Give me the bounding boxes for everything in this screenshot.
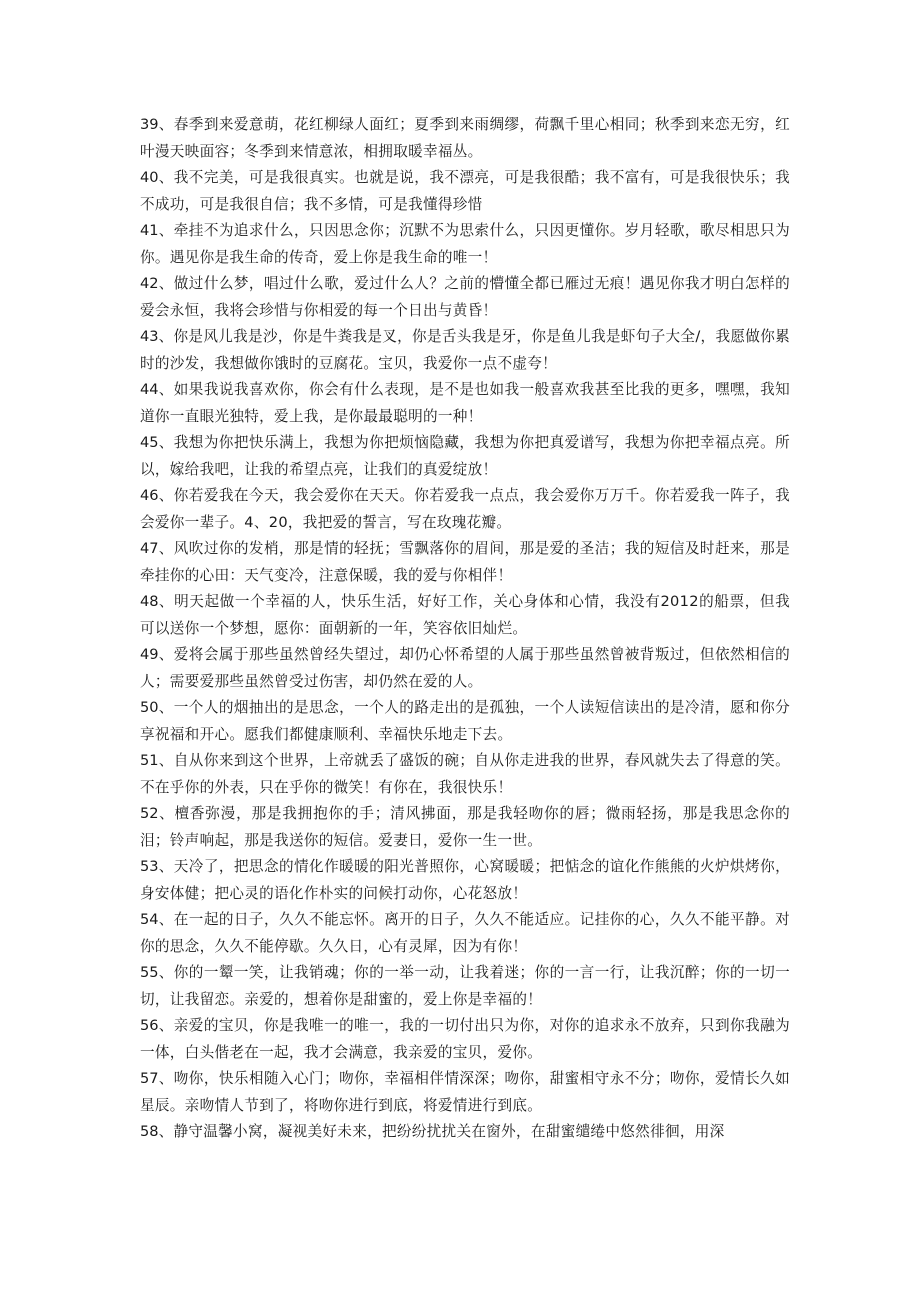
paragraph-45	[140, 430, 790, 483]
paragraph-number: 44	[140, 381, 159, 398]
paragraph-text: 、檀香弥漫，那是我拥抱你的手；清风拂面，那是我轻吻你的唇；微雨轻扬，那是我思念你的泪；铃声响起，那是我送你的短信。爱妻日，爱你一生一世。	[140, 805, 790, 849]
paragraph-text: 、你的一颦一笑，让我销魂；你的一举一动，让我着迷；你的一言一行，让我沉醉；你的一切一切，让我留恋。亲爱的，想着你是甜蜜的，爱上你是幸福的！	[140, 964, 790, 1008]
paragraph-46	[140, 483, 790, 536]
paragraph-text: 、亲爱的宝贝，你是我唯一的唯一，我的一切付出只为你，对你的追求永不放弃，只到你我融为一体，白头偕老在一起，我才会满意，我亲爱的宝贝，爱你。	[140, 1017, 790, 1061]
paragraph-number: 55	[140, 964, 159, 981]
paragraph-number: 57	[140, 1070, 159, 1087]
paragraph-number: 46	[140, 487, 159, 504]
paragraph-text: 、你是风儿我是沙，你是牛粪我是叉，你是舌头我是牙，你是鱼儿我是虾句子大全/，我愿做你累时的沙发，我想做你饿时的豆腐花。宝贝，我爱你一点不虚夸！	[140, 328, 790, 372]
paragraph-48	[140, 589, 790, 642]
paragraph-43	[140, 324, 790, 377]
paragraph-number: 47	[140, 540, 159, 557]
paragraph-50	[140, 695, 790, 748]
paragraph-49	[140, 642, 790, 695]
paragraph-number: 54	[140, 911, 159, 928]
paragraph-54	[140, 907, 790, 960]
paragraph-text: 、一个人的烟抽出的是思念，一个人的路走出的是孤独，一个人读短信读出的是冷清，愿和你分享祝福和开心。愿我们都健康顺利、幸福快乐地走下去。	[140, 699, 790, 743]
paragraph-55	[140, 960, 790, 1013]
paragraph-text: 、春季到来爱意萌，花红柳绿人面红；夏季到来雨绸缪，荷飘千里心相同；秋季到来恋无穷，红叶漫天映面容；冬季到来情意浓，相拥取暖幸福丛。	[140, 116, 790, 160]
document-body	[140, 112, 790, 1146]
paragraph-number: 53	[140, 858, 159, 875]
paragraph-text: 、在一起的日子，久久不能忘怀。离开的日子，久久不能适应。记挂你的心，久久不能平静。对你的思念，久久不能停歇。久久日，心有灵犀，因为有你！	[140, 911, 790, 955]
paragraph-number: 48	[140, 593, 159, 610]
paragraph-number: 56	[140, 1017, 159, 1034]
paragraph-number: 43	[140, 328, 159, 345]
paragraph-number: 49	[140, 646, 159, 663]
paragraph-41	[140, 218, 790, 271]
paragraph-text: 、如果我说我喜欢你，你会有什么表现，是不是也如我一般喜欢我甚至比我的更多，嘿嘿，我知道你一直眼光独特，爱上我，是你最最聪明的一种！	[140, 381, 790, 425]
paragraph-47	[140, 536, 790, 589]
paragraph-text: 、天冷了，把思念的情化作暖暖的阳光普照你，心窝暖暖；把惦念的谊化作熊熊的火炉烘烤你，身安体健；把心灵的语化作朴实的问候打动你，心花怒放！	[140, 858, 790, 902]
paragraph-text: 、做过什么梦，唱过什么歌，爱过什么人？之前的懵懂全都已雁过无痕！遇见你我才明白怎样的爱会永恒，我将会珍惜与你相爱的每一个日出与黄昏！	[140, 275, 790, 319]
paragraph-number: 50	[140, 699, 159, 716]
paragraph-number: 39	[140, 116, 159, 133]
paragraph-39	[140, 112, 790, 165]
paragraph-text: 、我不完美，可是我很真实。也就是说，我不漂亮，可是我很酷；我不富有，可是我很快乐；我不成功，可是我很自信；我不多情，可是我懂得珍惜	[140, 169, 790, 213]
paragraph-text: 、牵挂不为追求什么，只因思念你；沉默不为思索什么，只因更懂你。岁月轻歌，歌尽相思只为你。遇见你是我生命的传奇，爱上你是我生命的唯一！	[140, 222, 790, 266]
paragraph-text: 、你若爱我在今天，我会爱你在天天。你若爱我一点点，我会爱你万万千。你若爱我一阵子，我会爱你一辈子。4、20，我把爱的誓言，写在玫瑰花瓣。	[140, 487, 790, 531]
paragraph-44	[140, 377, 790, 430]
paragraph-40	[140, 165, 790, 218]
paragraph-42	[140, 271, 790, 324]
paragraph-56	[140, 1013, 790, 1066]
paragraph-text: 、静守温馨小窝，凝视美好未来，把纷纷扰扰关在窗外，在甜蜜缱绻中悠然徘徊，用深	[158, 1123, 725, 1140]
paragraph-text: 、我想为你把快乐满上，我想为你把烦恼隐藏，我想为你把真爱谱写，我想为你把幸福点亮。所以，嫁给我吧，让我的希望点亮，让我们的真爱绽放！	[140, 434, 790, 478]
paragraph-text: 、风吹过你的发梢，那是情的轻抚；雪飘落你的眉间，那是爱的圣洁；我的短信及时赶来，那是牵挂你的心田：天气变冷，注意保暖，我的爱与你相伴！	[140, 540, 790, 584]
paragraph-text: 、自从你来到这个世界，上帝就丢了盛饭的碗；自从你走进我的世界，春风就失去了得意的笑。不在乎你的外表，只在乎你的微笑！有你在，我很快乐！	[140, 752, 790, 796]
paragraph-51	[140, 748, 790, 801]
paragraph-57	[140, 1066, 790, 1119]
paragraph-number: 40	[140, 169, 159, 186]
paragraph-number: 52	[140, 805, 159, 822]
paragraph-text: 、爱将会属于那些虽然曾经失望过，却仍心怀希望的人属于那些虽然曾被背叛过，但依然相信的人；需要爱那些虽然曾受过伤害，却仍然在爱的人。	[140, 646, 790, 690]
paragraph-58	[140, 1119, 790, 1146]
paragraph-number: 51	[140, 752, 159, 769]
paragraph-text: 、明天起做一个幸福的人，快乐生活，好好工作，关心身体和心情，我没有2012的船票，但我可以送你一个梦想，愿你：面朝新的一年，笑容依旧灿烂。	[140, 593, 790, 637]
paragraph-number: 58	[140, 1123, 159, 1140]
paragraph-text: 、吻你，快乐相随入心门；吻你，幸福相伴情深深；吻你，甜蜜相守永不分；吻你，爱情长久如星辰。亲吻情人节到了，将吻你进行到底，将爱情进行到底。	[140, 1070, 790, 1114]
paragraph-52	[140, 801, 790, 854]
paragraph-number: 45	[140, 434, 159, 451]
paragraph-number: 42	[140, 275, 159, 292]
paragraph-53	[140, 854, 790, 907]
paragraph-number: 41	[140, 222, 159, 239]
